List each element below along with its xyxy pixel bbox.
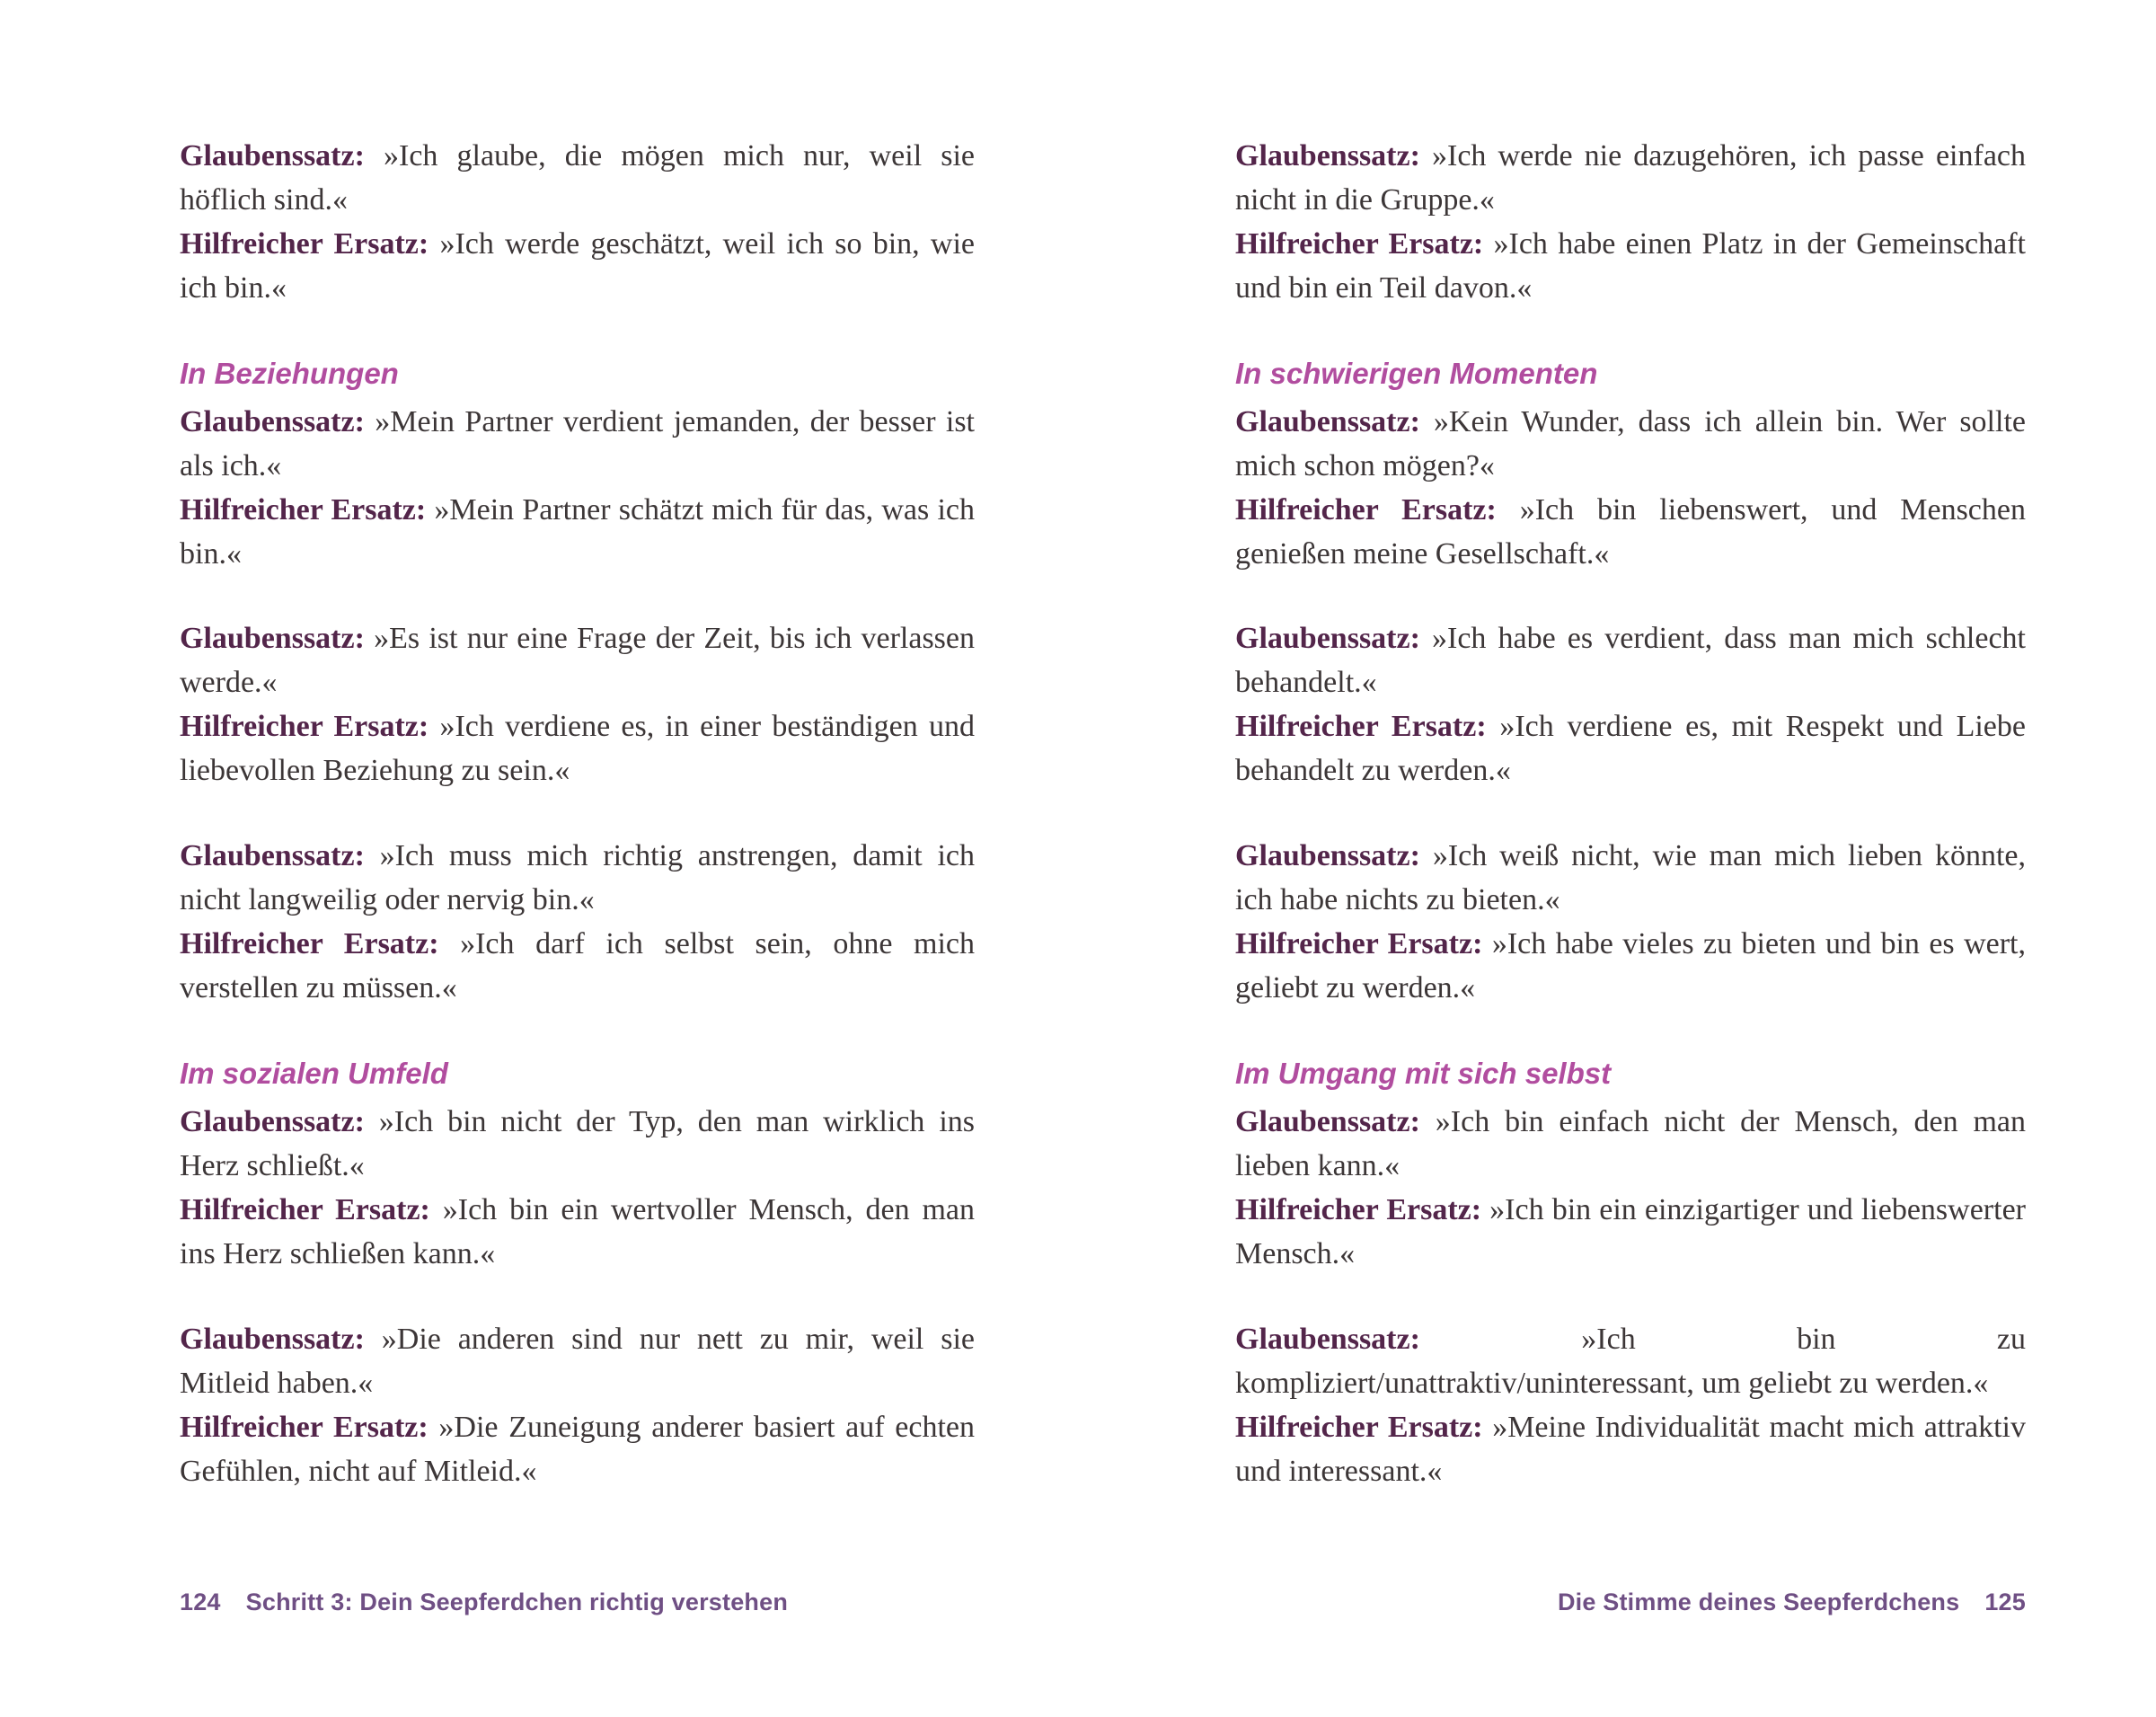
entry-label: Glaubenssatz: [1235, 1104, 1420, 1138]
entry-label: Glaubenssatz: [1235, 1322, 1420, 1356]
entry-label: Hilfreicher Ersatz: [1235, 226, 1484, 261]
belief-entry [180, 135, 975, 223]
belief-entry [180, 617, 975, 705]
entry-text: »Die anderen sind nur nett zu mir, weil sie Mitleid haben.« [180, 1322, 975, 1400]
belief-entry [180, 1189, 975, 1277]
entry-label: Glaubenssatz: [1235, 839, 1420, 873]
entry-text: »Ich werde nie dazugehören, ich passe einfach nicht in die Gruppe.« [1235, 139, 2026, 217]
entry-text: »Ich darf ich selbst sein, ohne mich verstellen zu müssen.« [180, 927, 975, 1005]
entry-text: »Ich habe vieles zu bieten und bin es wert, geliebt zu werden.« [1235, 927, 2026, 1005]
entry-label: Glaubenssatz: [1235, 139, 1420, 173]
entry-text: »Ich bin zu kompliziert/unattraktiv/uninteressant, um geliebt zu werden.« [1235, 1322, 2026, 1400]
entry-text: »Es ist nur eine Frage der Zeit, bis ich verlassen werde.« [180, 622, 975, 700]
entry-block [1235, 1052, 2026, 1277]
running-title-right: Die Stimme deines Seepferdchens [1557, 1589, 1960, 1615]
entry-text: »Ich bin ein einzigartiger und liebenswerter Mensch.« [1235, 1192, 2026, 1270]
entry-text: »Kein Wunder, dass ich allein bin. Wer sollte mich schon mögen?« [1235, 404, 2026, 482]
belief-entry [180, 923, 975, 1011]
entry-label: Hilfreicher Ersatz: [180, 1192, 430, 1226]
section-heading: Im Umgang mit sich selbst [1235, 1057, 1612, 1091]
belief-entry [1235, 1101, 2026, 1189]
belief-entry [180, 1101, 975, 1189]
entry-label: Hilfreicher Ersatz: [180, 226, 429, 261]
entry-block [180, 1052, 975, 1277]
entry-label: Glaubenssatz: [180, 1322, 365, 1356]
entry-block [180, 617, 975, 793]
belief-entry [1235, 835, 2026, 923]
entry-label: Hilfreicher Ersatz: [1235, 710, 1487, 744]
entry-block [1235, 135, 2026, 311]
entry-block [180, 835, 975, 1011]
entry-label: Hilfreicher Ersatz: [180, 492, 427, 527]
entry-label: Hilfreicher Ersatz: [180, 1410, 429, 1444]
entry-text: »Ich bin ein wertvoller Mensch, den man ins Herz schließen kann.« [180, 1192, 975, 1270]
entry-text: »Ich muss mich richtig anstrengen, damit ich nicht langweilig oder nervig bin.« [180, 839, 975, 917]
entry-block [1235, 835, 2026, 1011]
entry-label: Glaubenssatz: [180, 1104, 365, 1138]
page-number-right: 125 [1984, 1589, 2026, 1615]
entry-text: »Ich bin nicht der Typ, den man wirklich ins Herz schließt.« [180, 1104, 975, 1182]
belief-entry [180, 835, 975, 923]
entry-label: Hilfreicher Ersatz: [1235, 1192, 1482, 1226]
entry-text: »Ich glaube, die mögen mich nur, weil sie höflich sind.« [180, 139, 975, 217]
entry-block [1235, 352, 2026, 577]
entry-text: »Die Zuneigung anderer basiert auf echten Gefühlen, nicht auf Mitleid.« [180, 1410, 975, 1488]
entry-block [180, 135, 975, 311]
belief-entry [1235, 401, 2026, 489]
belief-entry [180, 223, 975, 311]
entry-text: »Ich habe es verdient, dass man mich schlecht behandelt.« [1235, 622, 2026, 700]
entry-label: Glaubenssatz: [180, 139, 365, 173]
page-number-left: 124 [180, 1589, 221, 1615]
entry-label: Glaubenssatz: [180, 839, 365, 873]
belief-entry [1235, 1318, 2026, 1406]
entry-label: Hilfreicher Ersatz: [1235, 492, 1497, 527]
belief-entry [180, 1406, 975, 1494]
belief-entry [180, 1318, 975, 1406]
entry-label: Hilfreicher Ersatz: [180, 710, 429, 744]
belief-entry [1235, 135, 2026, 223]
section-heading: Im sozialen Umfeld [180, 1057, 448, 1091]
entry-text: »Ich werde geschätzt, weil ich so bin, wie ich bin.« [180, 226, 975, 305]
entry-text: »Ich verdiene es, in einer beständigen und liebevollen Beziehung zu sein.« [180, 710, 975, 788]
belief-entry [1235, 705, 2026, 793]
right-page-footer [1078, 1589, 2156, 1616]
entry-label: Glaubenssatz: [180, 622, 365, 656]
entry-text: »Mein Partner schätzt mich für das, was ich bin.« [180, 492, 975, 571]
belief-entry [1235, 223, 2026, 311]
entry-label: Glaubenssatz: [180, 404, 365, 438]
entry-text: »Meine Individualität macht mich attraktiv und interessant.« [1235, 1410, 2027, 1488]
page-right [1078, 0, 2156, 1717]
entry-block [1235, 617, 2026, 793]
entry-text: »Ich weiß nicht, wie man mich lieben könnte, ich habe nichts zu bieten.« [1235, 839, 2026, 917]
belief-entry [1235, 1406, 2026, 1494]
entry-text: »Ich verdiene es, mit Respekt und Liebe behandelt zu werden.« [1235, 710, 2026, 788]
entry-label: Hilfreicher Ersatz: [1235, 927, 1483, 961]
entry-label: Hilfreicher Ersatz: [1235, 1410, 1483, 1444]
section-heading: In schwierigen Momenten [1235, 356, 1598, 390]
section-heading: In Beziehungen [180, 356, 399, 390]
belief-entry [1235, 617, 2026, 705]
belief-entry [180, 705, 975, 793]
entry-label: Glaubenssatz: [1235, 404, 1420, 438]
entry-block [180, 1318, 975, 1494]
left-page-content [0, 0, 1078, 1494]
entry-label: Glaubenssatz: [1235, 622, 1420, 656]
belief-entry [180, 401, 975, 489]
belief-entry [1235, 923, 2026, 1011]
entry-text: »Ich bin einfach nicht der Mensch, den man lieben kann.« [1235, 1104, 2026, 1182]
running-title-left: Schritt 3: Dein Seepferdchen richtig verstehen [245, 1589, 789, 1615]
left-page-footer [0, 1589, 1078, 1616]
entry-block [180, 352, 975, 577]
entry-label: Hilfreicher Ersatz: [180, 927, 439, 961]
belief-entry [180, 489, 975, 577]
right-page-content [1078, 0, 2156, 1494]
entry-text: »Mein Partner verdient jemanden, der besser ist als ich.« [180, 404, 975, 482]
entry-text: »Ich bin liebenswert, und Menschen genießen meine Gesellschaft.« [1235, 492, 2026, 571]
belief-entry [1235, 489, 2026, 577]
entry-text: »Ich habe einen Platz in der Gemeinschaft und bin ein Teil davon.« [1235, 226, 2026, 305]
entry-block [1235, 1318, 2026, 1494]
belief-entry [1235, 1189, 2026, 1277]
